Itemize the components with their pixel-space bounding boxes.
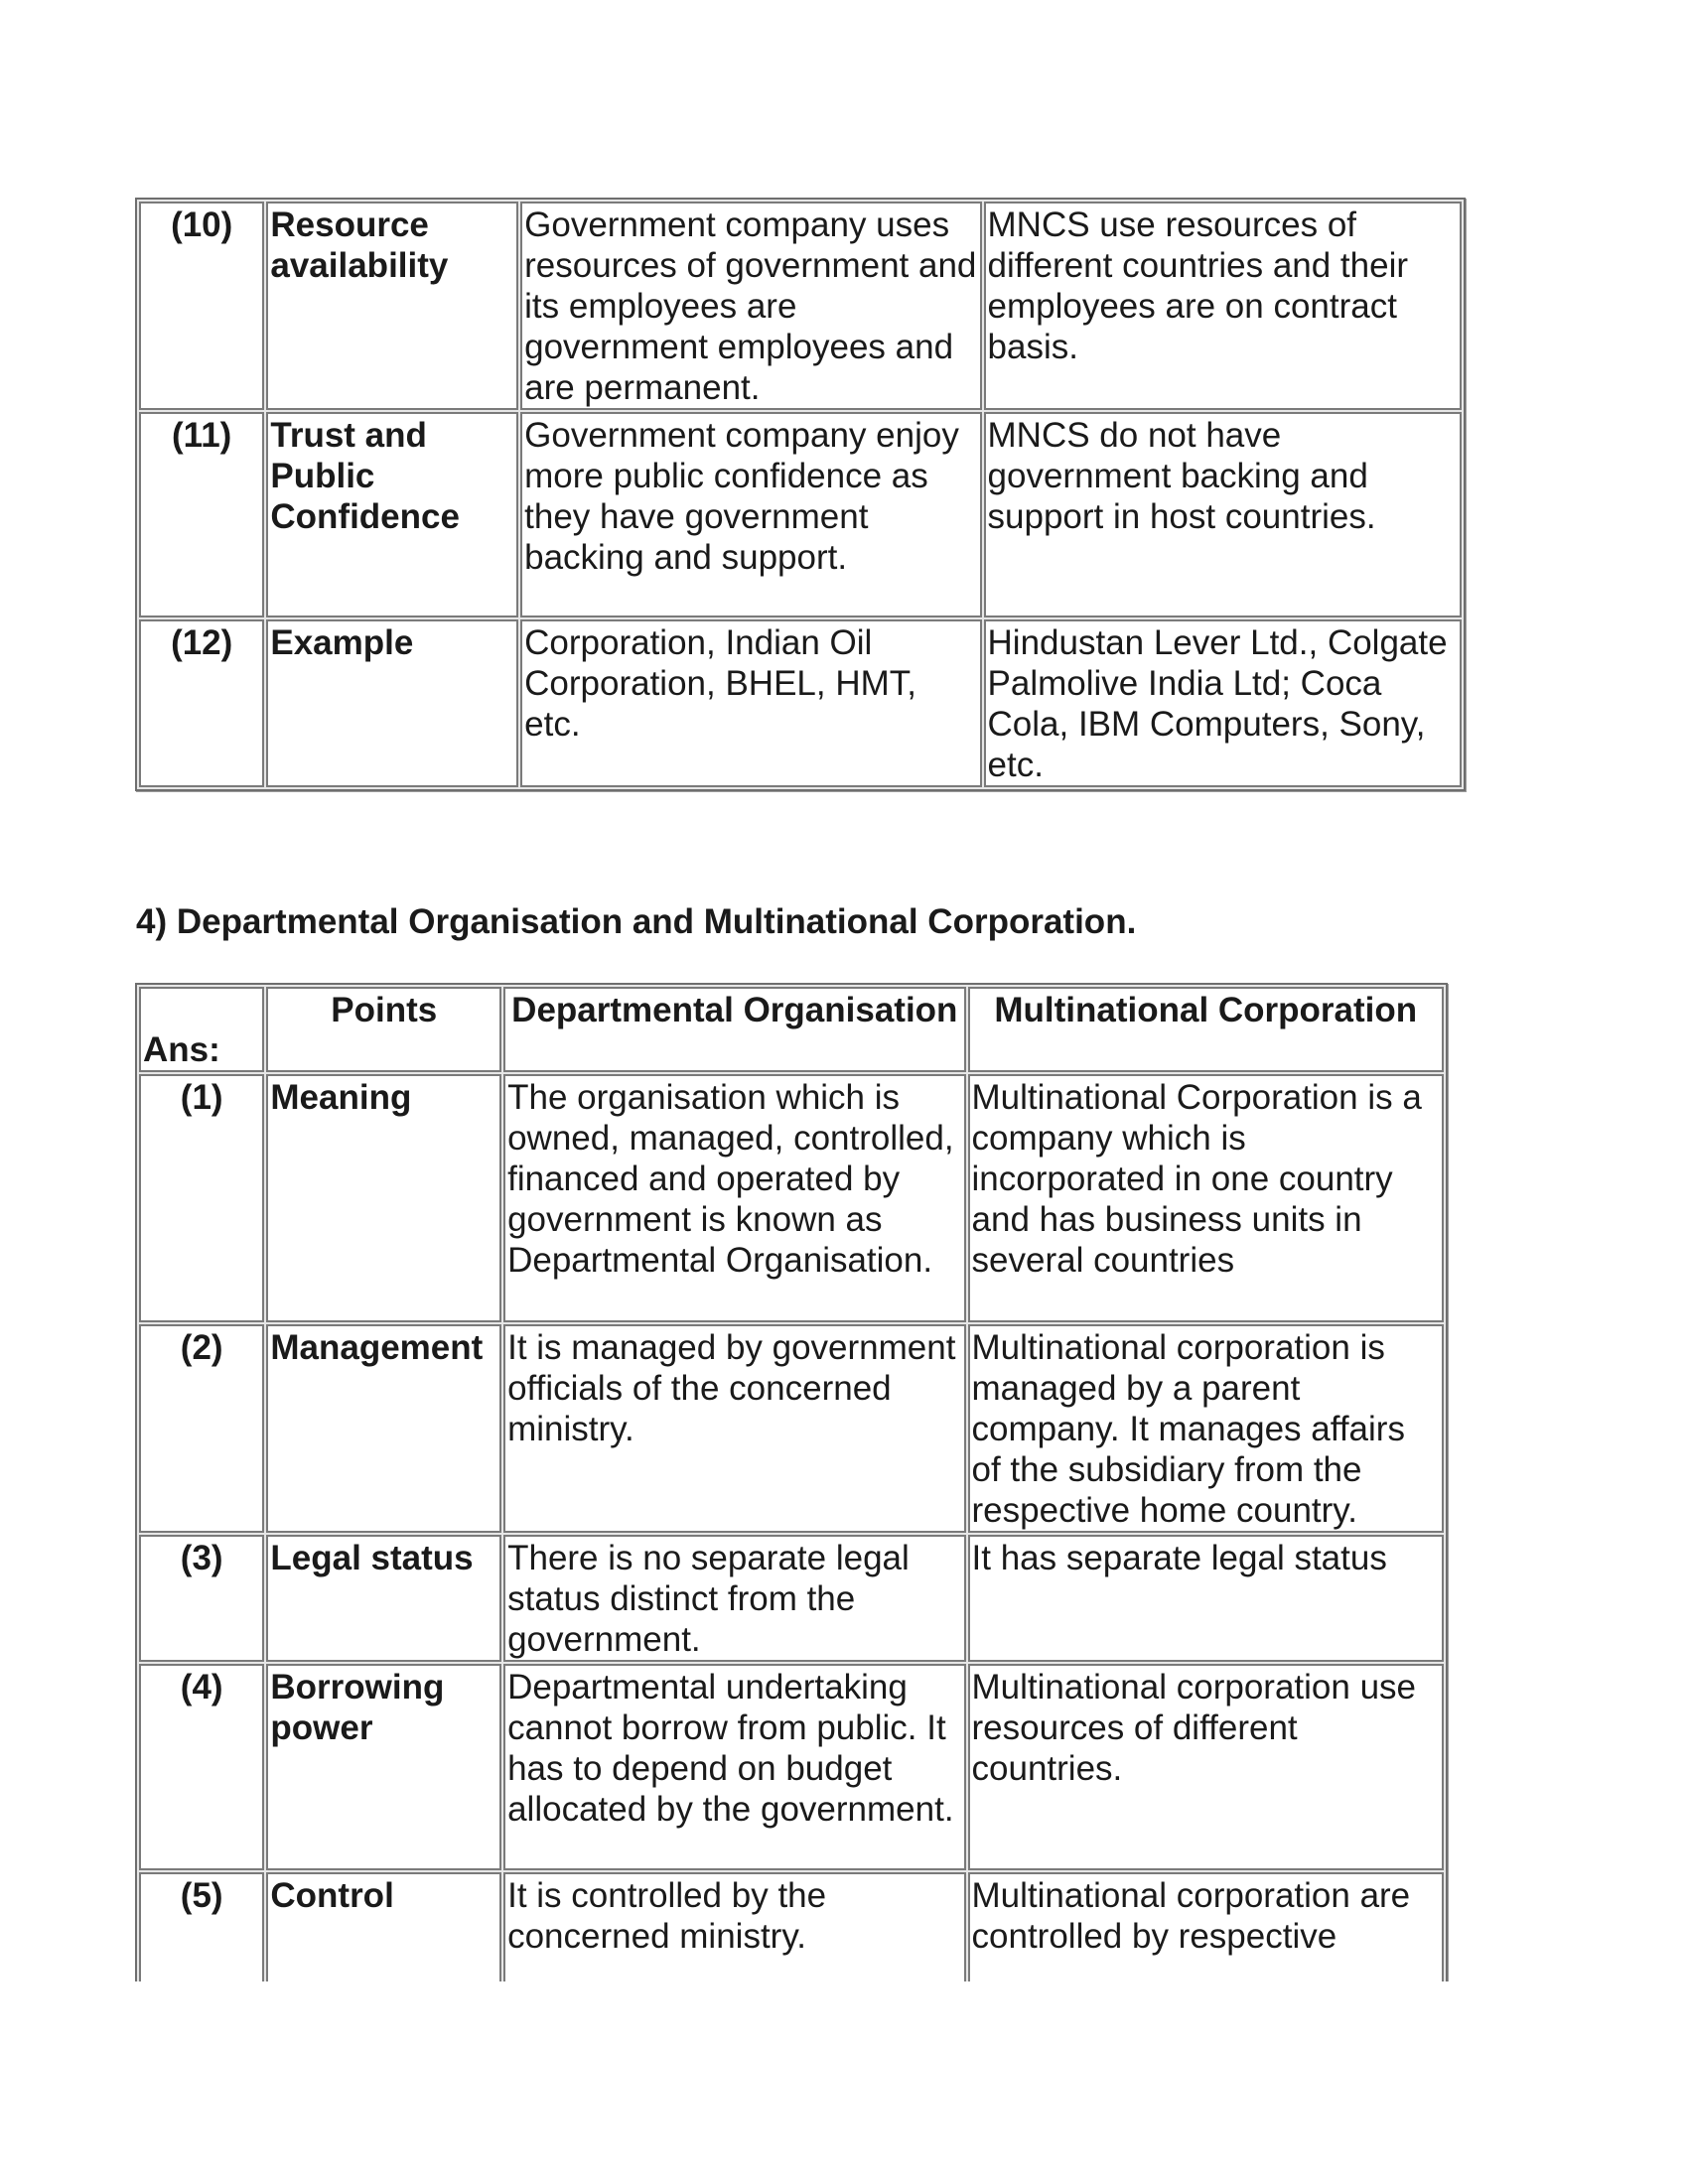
table-row bbox=[139, 412, 1462, 617]
departmental-organisation-cell: Departmental undertaking cannot borrow from public. It has to depend on budget allocated by the government. bbox=[503, 1664, 965, 1870]
multinational-corporation-cell: Multinational corporation use resources of different countries. bbox=[968, 1664, 1444, 1870]
multinational-corporation-cell: Multinational Corporation is a company which is incorporated in one country and has business units in several countries bbox=[968, 1074, 1444, 1322]
comparison-table-continued bbox=[135, 198, 1466, 791]
row-number: (5) bbox=[139, 1872, 264, 1981]
point-label: Example bbox=[266, 619, 518, 787]
multinational-corporation-cell: Multinational corporation is managed by a parent company. It manages affairs of the subsidiary from the respective home country. bbox=[968, 1324, 1444, 1533]
row-number: (1) bbox=[139, 1074, 264, 1322]
row-number: (3) bbox=[139, 1535, 264, 1662]
government-company-cell: Government company uses resources of government and its employees are government employees and are permanent. bbox=[520, 202, 981, 410]
table-row bbox=[139, 202, 1462, 410]
departmental-organisation-header: Departmental Organisation bbox=[503, 987, 965, 1072]
mnc-cell: Hindustan Lever Ltd., Colgate Palmolive India Ltd; Coca Cola, IBM Computers, Sony, etc. bbox=[984, 619, 1462, 787]
table-row bbox=[139, 1872, 1444, 1981]
mnc-cell: MNCS use resources of different countries and their employees are on contract basis. bbox=[984, 202, 1462, 410]
row-number: (2) bbox=[139, 1324, 264, 1533]
multinational-corporation-header: Multinational Corporation bbox=[968, 987, 1444, 1072]
comparison-table bbox=[135, 983, 1448, 1981]
row-number: (11) bbox=[139, 412, 264, 617]
point-label: Trust and Public Confidence bbox=[266, 412, 518, 617]
departmental-organisation-cell: There is no separate legal status distinct from the government. bbox=[503, 1535, 965, 1662]
departmental-organisation-cell: The organisation which is owned, managed, controlled, financed and operated by government is known as Departmental Organisation. bbox=[503, 1074, 965, 1322]
table-row bbox=[139, 1535, 1444, 1662]
points-header: Points bbox=[266, 987, 501, 1072]
mnc-cell: MNCS do not have government backing and support in host countries. bbox=[984, 412, 1462, 617]
point-label: Meaning bbox=[266, 1074, 501, 1322]
point-label: Legal status bbox=[266, 1535, 501, 1662]
government-company-cell: Government company enjoy more public confidence as they have government backing and support. bbox=[520, 412, 981, 617]
table-row bbox=[139, 1074, 1444, 1322]
row-number: (4) bbox=[139, 1664, 264, 1870]
table-row bbox=[139, 1324, 1444, 1533]
departmental-organisation-cell: It is managed by government officials of the concerned ministry. bbox=[503, 1324, 965, 1533]
point-label: Control bbox=[266, 1872, 501, 1981]
multinational-corporation-cell: Multinational corporation are controlled by respective bbox=[968, 1872, 1444, 1981]
row-number: (10) bbox=[139, 202, 264, 410]
point-label: Resource availability bbox=[266, 202, 518, 410]
section-heading: 4) Departmental Organisation and Multinational Corporation. bbox=[136, 902, 1137, 941]
table-row bbox=[139, 619, 1462, 787]
row-number: (12) bbox=[139, 619, 264, 787]
government-company-cell: Corporation, Indian Oil Corporation, BHEL, HMT, etc. bbox=[520, 619, 981, 787]
departmental-organisation-cell: It is controlled by the concerned ministry. bbox=[503, 1872, 965, 1981]
ans-label: Ans: bbox=[139, 987, 264, 1072]
table-header-row bbox=[139, 987, 1444, 1072]
point-label: Borrowing power bbox=[266, 1664, 501, 1870]
multinational-corporation-cell: It has separate legal status bbox=[968, 1535, 1444, 1662]
table-row bbox=[139, 1664, 1444, 1870]
point-label: Management bbox=[266, 1324, 501, 1533]
